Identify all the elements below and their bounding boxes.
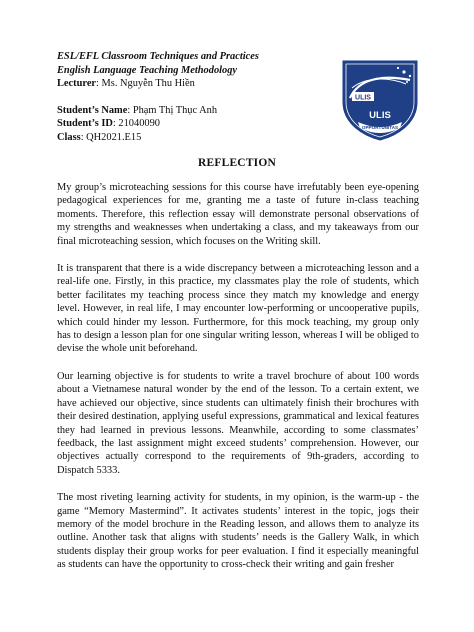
university-logo [340, 58, 420, 142]
student-name-label: Student’s Name [57, 104, 128, 116]
student-name-value: : Phạm Thị Thục Anh [127, 104, 218, 116]
course-title: ESL/EFL Classroom Techniques and Practices [57, 51, 259, 62]
lecturer-value: : Ms. Nguyễn Thu Hiền [96, 78, 195, 89]
logo-inner-text: ULIS [355, 94, 371, 102]
essay-title: REFLECTION [197, 157, 277, 169]
student-id-value: : 21040090 [112, 118, 160, 129]
student-id-line [57, 117, 357, 131]
lecturer-label: Lecturer [57, 78, 97, 89]
paragraph: The most riveting learning activity for students, in my opinion, is the warm-up - the game “Memory Mastermind”. It activates students’ interest in the topic, jogs their memory of the model brochure in the Reading lesson, and allows them to analyze its outline. Another task that aligns with students’ needs is the Gallery Walk, in which students display their group works for peer evaluation. I find it especially meaningful as students can have the opportunity to cross-check their writing and gain fresher [57, 492, 419, 571]
paragraph: Our learning objective is for students to write a travel brochure of about 100 words about a Vietnamese natural wonder by the end of the lesson. To a certain extent, we have achieved our objective, since students can ultimately finish their brochures with their desired destination, applying useful expressions, grammatical and lexical features they had learned in previous lessons. Meanwhile, according to some classmates’ feedback, the last assignment might exceed students’ comprehension. However, our objectives actually correspond to the requirements of 9th-graders, according to Dispatch 5333. [57, 370, 419, 476]
paragraph: My group’s microteaching sessions for this course have irrefutably been eye-opening pedagogical experiences for me, granting me a taste of future in-class teaching moments. Therefore, this reflection essay will demonstrate personal observations of my strengths and weaknesses when undertaking a class, and my takeaways from our final microteaching session, which focuses on the Writing skill. [57, 182, 419, 247]
essay-body [57, 181, 419, 586]
paragraph: It is transparent that there is a wide discrepancy between a microteaching lesson and a real-life one. Firstly, in this practice, my classmates play the role of students, which better facilitates my teaching process since they match my knowledge and energy level. However, in real life, I may encounter low-performing or uncooperative pupils, which could hinder my lesson. Furthermore, for this mock teaching, my group only has to design a lesson plan for one singular writing lesson, whereas I will be obliged to devise the whole unit beforehand. [57, 263, 419, 355]
class-line [57, 131, 357, 145]
course-subtitle: English Language Teaching Methodology [57, 64, 238, 76]
student-name-line [57, 104, 357, 118]
logo-top-text: ULIS [369, 110, 391, 121]
student-id-label: Student’s ID [57, 118, 113, 129]
logo-motto: OPPORTUNITAS [361, 125, 399, 130]
lecturer-line [57, 77, 357, 91]
class-label: Class [57, 131, 81, 143]
class-value: : QH2021.E15 [80, 131, 142, 143]
document-header [57, 50, 357, 144]
